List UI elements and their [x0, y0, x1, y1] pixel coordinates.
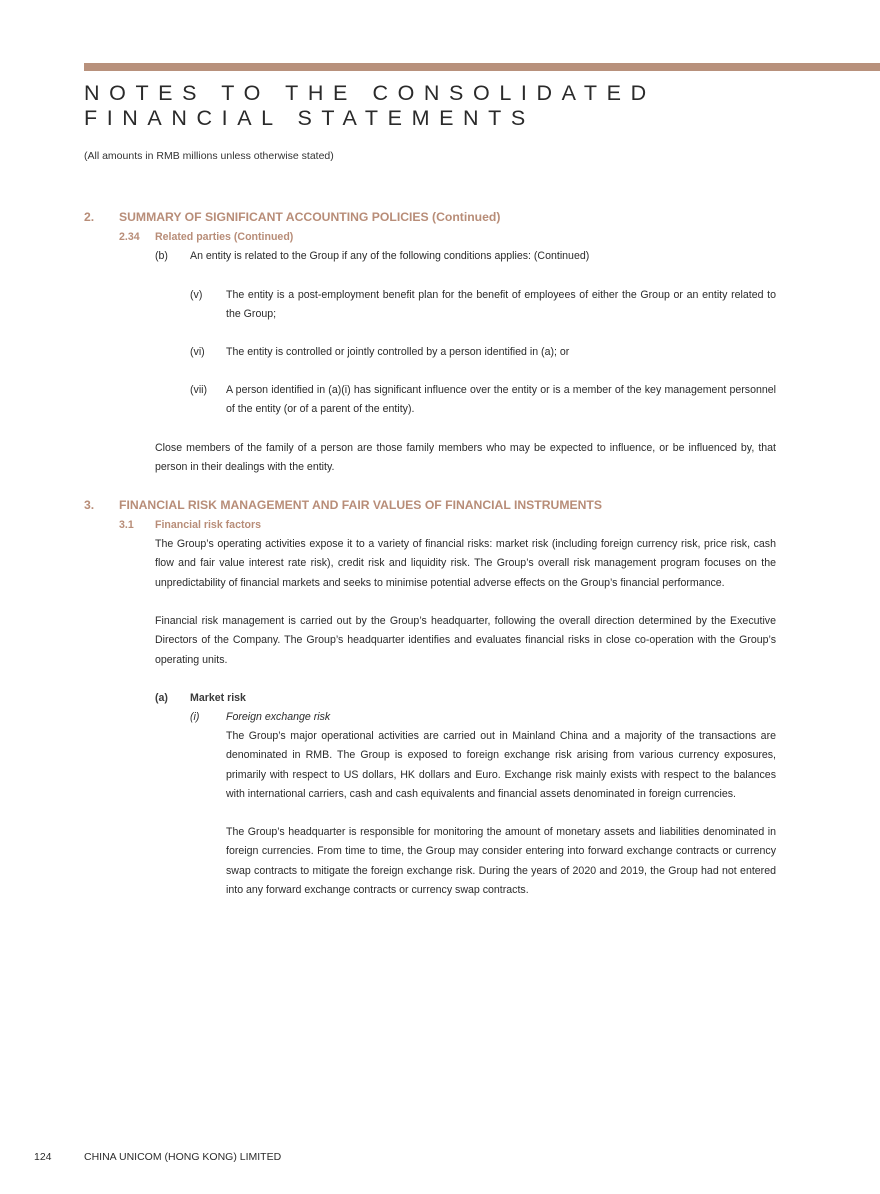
- item-a-label: (a): [155, 692, 168, 704]
- item-vi-label: (vi): [190, 346, 205, 358]
- risk-factors-paragraph-1: The Group’s operating activities expose it to a variety of financial risks: market risk (including foreign currency risk, price risk, cash flow and fair value interest rate risk), credit risk and liquidity risk. The Group’s overall risk management program focuses on the unpredictability of financial markets and seeks to minimise potential adverse effects on the Group’s financial performance.: [155, 538, 776, 589]
- item-i-label: (i): [190, 711, 200, 723]
- amounts-note: (All amounts in RMB millions unless otherwise stated): [84, 150, 334, 162]
- foreign-exchange-risk-heading: Foreign exchange risk: [226, 711, 331, 723]
- market-risk-heading: Market risk: [190, 692, 246, 704]
- item-vii-label: (vii): [190, 384, 208, 396]
- subsection-3-1-number: 3.1: [119, 519, 134, 531]
- section-3-title: FINANCIAL RISK MANAGEMENT AND FAIR VALUES OF FINANCIAL INSTRUMENTS: [119, 498, 602, 512]
- section-2-title: SUMMARY OF SIGNIFICANT ACCOUNTING POLICIES (Continued): [119, 210, 501, 224]
- fx-risk-paragraph-2: The Group’s headquarter is responsible for monitoring the amount of monetary assets and liabilities denominated in foreign currencies. From time to time, the Group may consider entering into forward exchange contracts or currency swap contracts to mitigate the foreign exchange risk. During the years of 2020 and 2019, the Group had not entered into any forward exchange contracts or currency swap contracts.: [226, 826, 776, 896]
- risk-factors-paragraph-2: Financial risk management is carried out by the Group’s headquarter, following the overall direction determined by the Executive Directors of the Company. The Group’s headquarter identifies and evaluates financial risks in close co-operation with the Group’s operating units.: [155, 615, 776, 666]
- header-accent-bar: [84, 63, 880, 71]
- page-title-line1: NOTES TO THE CONSOLIDATED: [84, 81, 656, 105]
- item-v-label: (v): [190, 289, 203, 301]
- item-vii-text: A person identified in (a)(i) has significant influence over the entity or is a member of the key management personnel of the entity (or of a parent of the entity).: [226, 384, 776, 416]
- subsection-2-34-title: Related parties (Continued): [155, 231, 294, 243]
- section-3-number: 3.: [84, 498, 95, 512]
- page-number: 124: [34, 1151, 52, 1163]
- item-b-text: An entity is related to the Group if any of the following conditions applies: (Continued): [190, 250, 590, 262]
- fx-risk-paragraph-1: The Group’s major operational activities are carried out in Mainland China and a majority of the transactions are denominated in RMB. The Group is exposed to foreign exchange risk arising from various currency exposures, primarily with respect to US dollars, HK dollars and Euro. Exchange risk mainly exists with respect to the balances with international carriers, cash and cash equivalents and financial assets denominated in foreign currencies.: [226, 730, 776, 800]
- page-title-line2: FINANCIAL STATEMENTS: [84, 106, 535, 130]
- close-members-paragraph: Close members of the family of a person are those family members who may be expected to influence, or be influenced by, that person in their dealings with the entity.: [155, 442, 776, 474]
- item-v-text: The entity is a post-employment benefit plan for the benefit of employees of either the Group or an entity related to the Group;: [226, 289, 776, 321]
- item-vi-text: The entity is controlled or jointly controlled by a person identified in (a); or: [226, 346, 570, 358]
- item-b-label: (b): [155, 250, 168, 262]
- subsection-2-34-number: 2.34: [119, 231, 140, 243]
- footer-company-name: CHINA UNICOM (HONG KONG) LIMITED: [84, 1151, 282, 1163]
- subsection-3-1-title: Financial risk factors: [155, 519, 261, 531]
- section-2-number: 2.: [84, 210, 95, 224]
